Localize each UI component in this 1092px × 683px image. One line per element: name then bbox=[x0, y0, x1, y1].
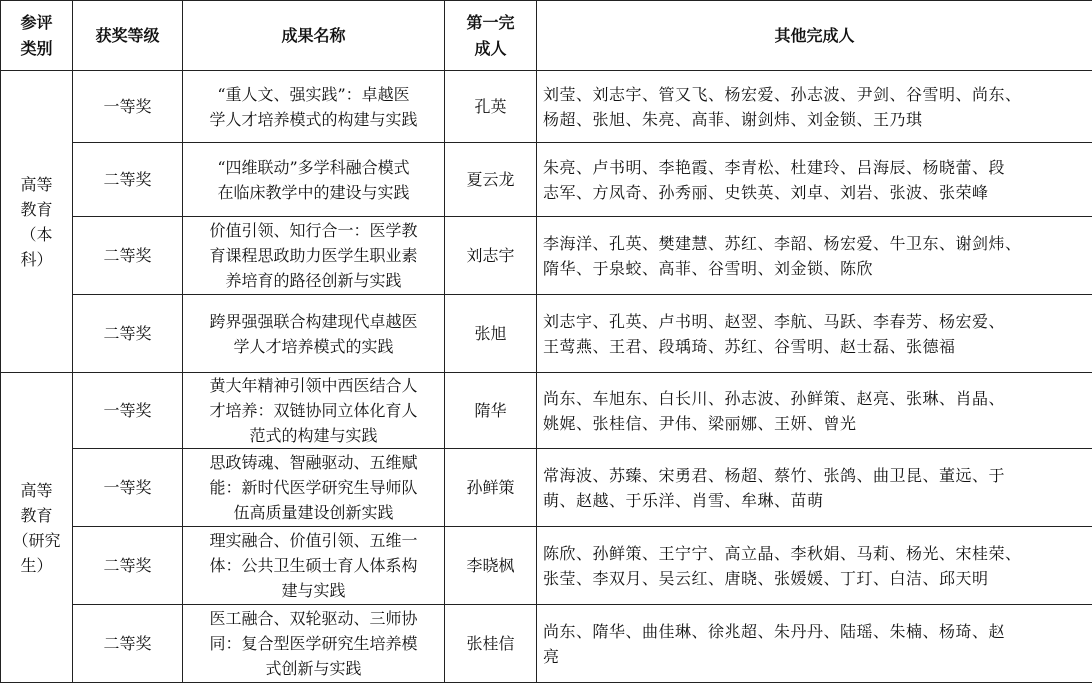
category-line: （本 bbox=[7, 222, 66, 247]
category-line: 高等 bbox=[7, 172, 66, 197]
category-line: （研究 bbox=[7, 528, 66, 553]
table-row bbox=[1, 527, 1092, 605]
achievement-name-line: 育课程思政助力医学生职业素 bbox=[189, 243, 438, 268]
award-level: 二等奖 bbox=[73, 217, 183, 295]
category-line: 高等 bbox=[7, 478, 66, 503]
table-row bbox=[1, 217, 1092, 295]
other-completers-line: 刘志宇、孔英、卢书明、赵翌、李航、马跃、李春芳、杨宏爱、 bbox=[543, 309, 1086, 334]
achievement-name-line: 在临床教学中的建设与实践 bbox=[189, 180, 438, 205]
achievement-name bbox=[183, 295, 445, 373]
other-completers-line: 刘莹、刘志宇、管又飞、杨宏爱、孙志波、尹剑、谷雪明、尚东、 bbox=[543, 82, 1086, 107]
achievement-name-line: 跨界强强联合构建现代卓越医 bbox=[189, 309, 438, 334]
table-body bbox=[1, 71, 1092, 683]
award-level: 二等奖 bbox=[73, 295, 183, 373]
achievement-name-line: 同：复合型医学研究生培养模 bbox=[189, 631, 438, 656]
achievement-name bbox=[183, 143, 445, 217]
award-level: 一等奖 bbox=[73, 373, 183, 449]
first-completer: 孔英 bbox=[445, 71, 537, 143]
first-completer: 刘志宇 bbox=[445, 217, 537, 295]
award-level: 一等奖 bbox=[73, 449, 183, 527]
achievement-name-line: 养培育的路径创新与实践 bbox=[189, 268, 438, 293]
achievement-name bbox=[183, 605, 445, 683]
other-completers-line: 萌、赵越、于乐洋、肖雪、牟琳、苗萌 bbox=[543, 488, 1086, 513]
other-completers-line: 张莹、李双月、吴云红、唐晓、张媛媛、丁玎、白洁、邱天明 bbox=[543, 566, 1086, 591]
table-row bbox=[1, 71, 1092, 143]
first-completer: 夏云龙 bbox=[445, 143, 537, 217]
category-line: 生） bbox=[7, 553, 66, 578]
table-row bbox=[1, 295, 1092, 373]
other-completers-line: 王莺燕、王君、段瑀琦、苏红、谷雪明、赵士磊、张德福 bbox=[543, 334, 1086, 359]
table-row bbox=[1, 373, 1092, 449]
achievement-name-line: 建与实践 bbox=[189, 578, 438, 603]
achievement-name-line: “四维联动”多学科融合模式 bbox=[189, 155, 438, 180]
other-completers-line: 杨超、张旭、朱亮、高菲、谢剑炜、刘金锁、王乃琪 bbox=[543, 107, 1086, 132]
header-name: 成果名称 bbox=[183, 1, 445, 71]
first-completer: 孙鲜策 bbox=[445, 449, 537, 527]
category-line: 教育 bbox=[7, 197, 66, 222]
header-category-line: 参评 bbox=[7, 10, 66, 36]
header-category-line: 类别 bbox=[7, 36, 66, 62]
other-completers-line: 隋华、于泉蛟、高菲、谷雪明、刘金锁、陈欣 bbox=[543, 256, 1086, 281]
award-level: 二等奖 bbox=[73, 143, 183, 217]
other-completers-line: 志军、方凤奇、孙秀丽、史铁英、刘卓、刘岩、张波、张荣峰 bbox=[543, 180, 1086, 205]
achievement-name-line: 医工融合、双轮驱动、三师协 bbox=[189, 606, 438, 631]
achievement-name-line: 才培养：双链协同立体化育人 bbox=[189, 398, 438, 423]
achievement-name-line: 学人才培养模式的构建与实践 bbox=[189, 107, 438, 132]
first-completer: 张旭 bbox=[445, 295, 537, 373]
category-line: 教育 bbox=[7, 503, 66, 528]
other-completers bbox=[537, 605, 1092, 683]
achievement-name-line: 学人才培养模式的实践 bbox=[189, 334, 438, 359]
achievement-name-line: 范式的构建与实践 bbox=[189, 423, 438, 448]
header-row bbox=[1, 1, 1092, 71]
category-line: 科） bbox=[7, 247, 66, 272]
achievement-name-line: 价值引领、知行合一：医学教 bbox=[189, 218, 438, 243]
achievement-name-line: 伍高质量建设创新实践 bbox=[189, 500, 438, 525]
first-completer: 李晓枫 bbox=[445, 527, 537, 605]
achievement-name bbox=[183, 449, 445, 527]
first-completer: 隋华 bbox=[445, 373, 537, 449]
other-completers-line: 陈欣、孙鲜策、王宁宁、高立晶、李秋娟、马莉、杨光、宋桂荣、 bbox=[543, 541, 1086, 566]
header-others: 其他完成人 bbox=[537, 1, 1092, 71]
other-completers-line: 尚东、隋华、曲佳琳、徐兆超、朱丹丹、陆瑶、朱楠、杨琦、赵 bbox=[543, 619, 1086, 644]
category-cell bbox=[1, 71, 73, 373]
other-completers-line: 亮 bbox=[543, 644, 1086, 669]
other-completers-line: 朱亮、卢书明、李艳霞、李青松、杜建玲、吕海辰、杨晓蕾、段 bbox=[543, 155, 1086, 180]
header-lead bbox=[445, 1, 537, 71]
award-level: 二等奖 bbox=[73, 527, 183, 605]
other-completers bbox=[537, 71, 1092, 143]
category-cell bbox=[1, 373, 73, 683]
achievement-name-line: 思政铸魂、智融驱动、五维赋 bbox=[189, 450, 438, 475]
other-completers bbox=[537, 217, 1092, 295]
achievement-name-line: 式创新与实践 bbox=[189, 656, 438, 681]
other-completers-line: 姚娓、张桂信、尹伟、梁丽娜、王妍、曾光 bbox=[543, 411, 1086, 436]
table-row bbox=[1, 449, 1092, 527]
table-row bbox=[1, 605, 1092, 683]
header-lead-line: 成人 bbox=[451, 36, 530, 62]
achievement-name-line: 能：新时代医学研究生导师队 bbox=[189, 475, 438, 500]
other-completers bbox=[537, 143, 1092, 217]
achievement-name bbox=[183, 527, 445, 605]
first-completer: 张桂信 bbox=[445, 605, 537, 683]
other-completers bbox=[537, 449, 1092, 527]
achievement-name-line: “重人文、强实践”：卓越医 bbox=[189, 82, 438, 107]
other-completers bbox=[537, 527, 1092, 605]
other-completers bbox=[537, 295, 1092, 373]
achievement-name bbox=[183, 217, 445, 295]
header-lead-line: 第一完 bbox=[451, 10, 530, 36]
achievement-name-line: 黄大年精神引领中西医结合人 bbox=[189, 373, 438, 398]
other-completers-line: 李海洋、孔英、樊建慧、苏红、李韶、杨宏爱、牛卫东、谢剑炜、 bbox=[543, 231, 1086, 256]
award-level: 一等奖 bbox=[73, 71, 183, 143]
header-level: 获奖等级 bbox=[73, 1, 183, 71]
achievement-name-line: 体：公共卫生硕士育人体系构 bbox=[189, 553, 438, 578]
achievement-name bbox=[183, 71, 445, 143]
table-row bbox=[1, 143, 1092, 217]
header-category bbox=[1, 1, 73, 71]
other-completers bbox=[537, 373, 1092, 449]
achievement-name-line: 理实融合、价值引领、五维一 bbox=[189, 528, 438, 553]
other-completers-line: 常海波、苏臻、宋勇君、杨超、蔡竹、张鸽、曲卫昆、董远、于 bbox=[543, 463, 1086, 488]
other-completers-line: 尚东、车旭东、白长川、孙志波、孙鲜策、赵亮、张琳、肖晶、 bbox=[543, 386, 1086, 411]
award-level: 二等奖 bbox=[73, 605, 183, 683]
achievement-name bbox=[183, 373, 445, 449]
